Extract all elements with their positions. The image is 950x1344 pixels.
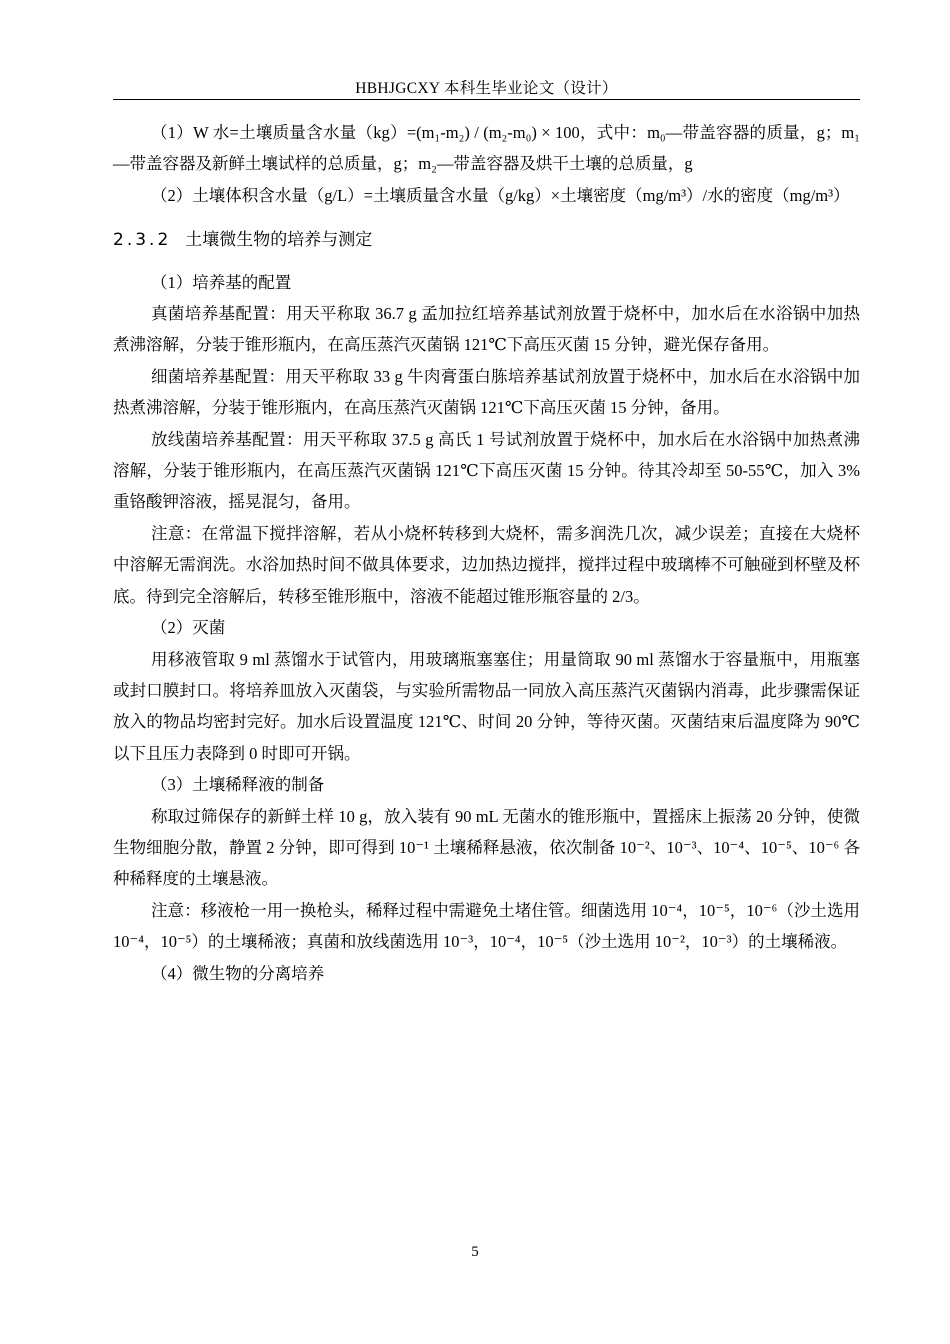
subheading-sterilization: （2）灭菌	[151, 618, 226, 638]
paragraph-soil-dilution: 称取过筛保存的新鲜土样 10 g，放入装有 90 mL 无菌水的锥形瓶中，置摇床上振荡 20 分钟，使微生物细胞分散，静置 2 分钟，即可得到 10⁻¹ 土壤稀释悬液，依次制备 10⁻²、10⁻³、10⁻⁴、10⁻⁵、10⁻⁶ 各种稀释度的土壤悬液。	[113, 806, 860, 889]
header-divider	[113, 99, 860, 100]
paragraph-dilution-notes: 注意：移液枪一用一换枪头，稀释过程中需避免土堵住管。细菌选用 10⁻⁴，10⁻⁵，10⁻⁶（沙土选用 10⁻⁴，10⁻⁵）的土壤稀液；真菌和放线菌选用 10⁻³，10⁻⁴，10⁻⁵（沙土选用 10⁻²，10⁻³）的土壤稀液。	[113, 900, 860, 952]
section-number: 2.3.2	[113, 230, 172, 251]
paragraph-volume-water-content: （2）土壤体积含水量（g/L）=土壤质量含水量（g/kg）×土壤密度（mg/m³）/水的密度（mg/m³）	[151, 185, 850, 205]
section-heading	[113, 225, 860, 256]
paragraph-bacteria-medium: 细菌培养基配置：用天平称取 33 g 牛肉膏蛋白胨培养基试剂放置于烧杯中，加水后在水浴锅中加热煮沸溶解，分装于锥形瓶内，在高压蒸汽灭菌锅 121℃下高压灭菌 15 分钟，备用。	[113, 366, 860, 418]
page-body	[113, 117, 860, 989]
running-header: HBHJGCXY 本科生毕业论文（设计）	[355, 80, 618, 97]
paragraph-mass-water-content: （1）W 水=土壤质量含水量（kg）=(m₁-m₂) / (m₂-m₀) × 100，式中：m₀—带盖容器的质量，g；m₁—带盖容器及新鲜土壤试样的总质量，g；m₂—带盖容器及烘干土壤的总质量，g	[113, 123, 860, 174]
paragraph-fungi-medium: 真菌培养基配置：用天平称取 36.7 g 孟加拉红培养基试剂放置于烧杯中，加水后在水浴锅中加热煮沸溶解，分装于锥形瓶内，在高压蒸汽灭菌锅 121℃下高压灭菌 15 分钟，避光保存备用。	[113, 304, 860, 355]
paragraph-medium-notes: 注意：在常温下搅拌溶解，若从小烧杯转移到大烧杯，需多润洗几次，减少误差；直接在大烧杯中溶解无需润洗。水浴加热时间不做具体要求，边加热边搅拌，搅拌过程中玻璃棒不可触碰到杯壁及杯底。待到完全溶解后，转移至锥形瓶中，溶液不能超过锥形瓶容量的 2/3。	[113, 523, 860, 606]
paragraph-actinomycetes-medium: 放线菌培养基配置：用天平称取 37.5 g 高氏 1 号试剂放置于烧杯中，加水后在水浴锅中加热煮沸溶解，分装于锥形瓶内，在高压蒸汽灭菌锅 121℃下高压灭菌 15 分钟。待其冷却至 50-55℃，加入 3%重铬酸钾溶液，摇晃混匀，备用。	[113, 429, 860, 512]
subheading-isolation-culture: （4）微生物的分离培养	[151, 963, 325, 983]
page-number: 5	[471, 1244, 479, 1260]
section-title: 土壤微生物的培养与测定	[185, 230, 373, 251]
subheading-medium-preparation: （1）培养基的配置	[151, 272, 292, 292]
paragraph-sterilization: 用移液管取 9 ml 蒸馏水于试管内，用玻璃瓶塞塞住；用量筒取 90 ml 蒸馏水于容量瓶中，用瓶塞或封口膜封口。将培养皿放入灭菌袋，与实验所需物品一同放入高压蒸汽灭菌锅内消毒，此步骤需保证放入的物品均密封完好。加水后设置温度 121℃、时间 20 分钟，等待灭菌。灭菌结束后温度降为 90℃以下且压力表降到 0 时即可开锅。	[113, 649, 860, 763]
subheading-soil-dilution: （3）土壤稀释液的制备	[151, 775, 325, 795]
